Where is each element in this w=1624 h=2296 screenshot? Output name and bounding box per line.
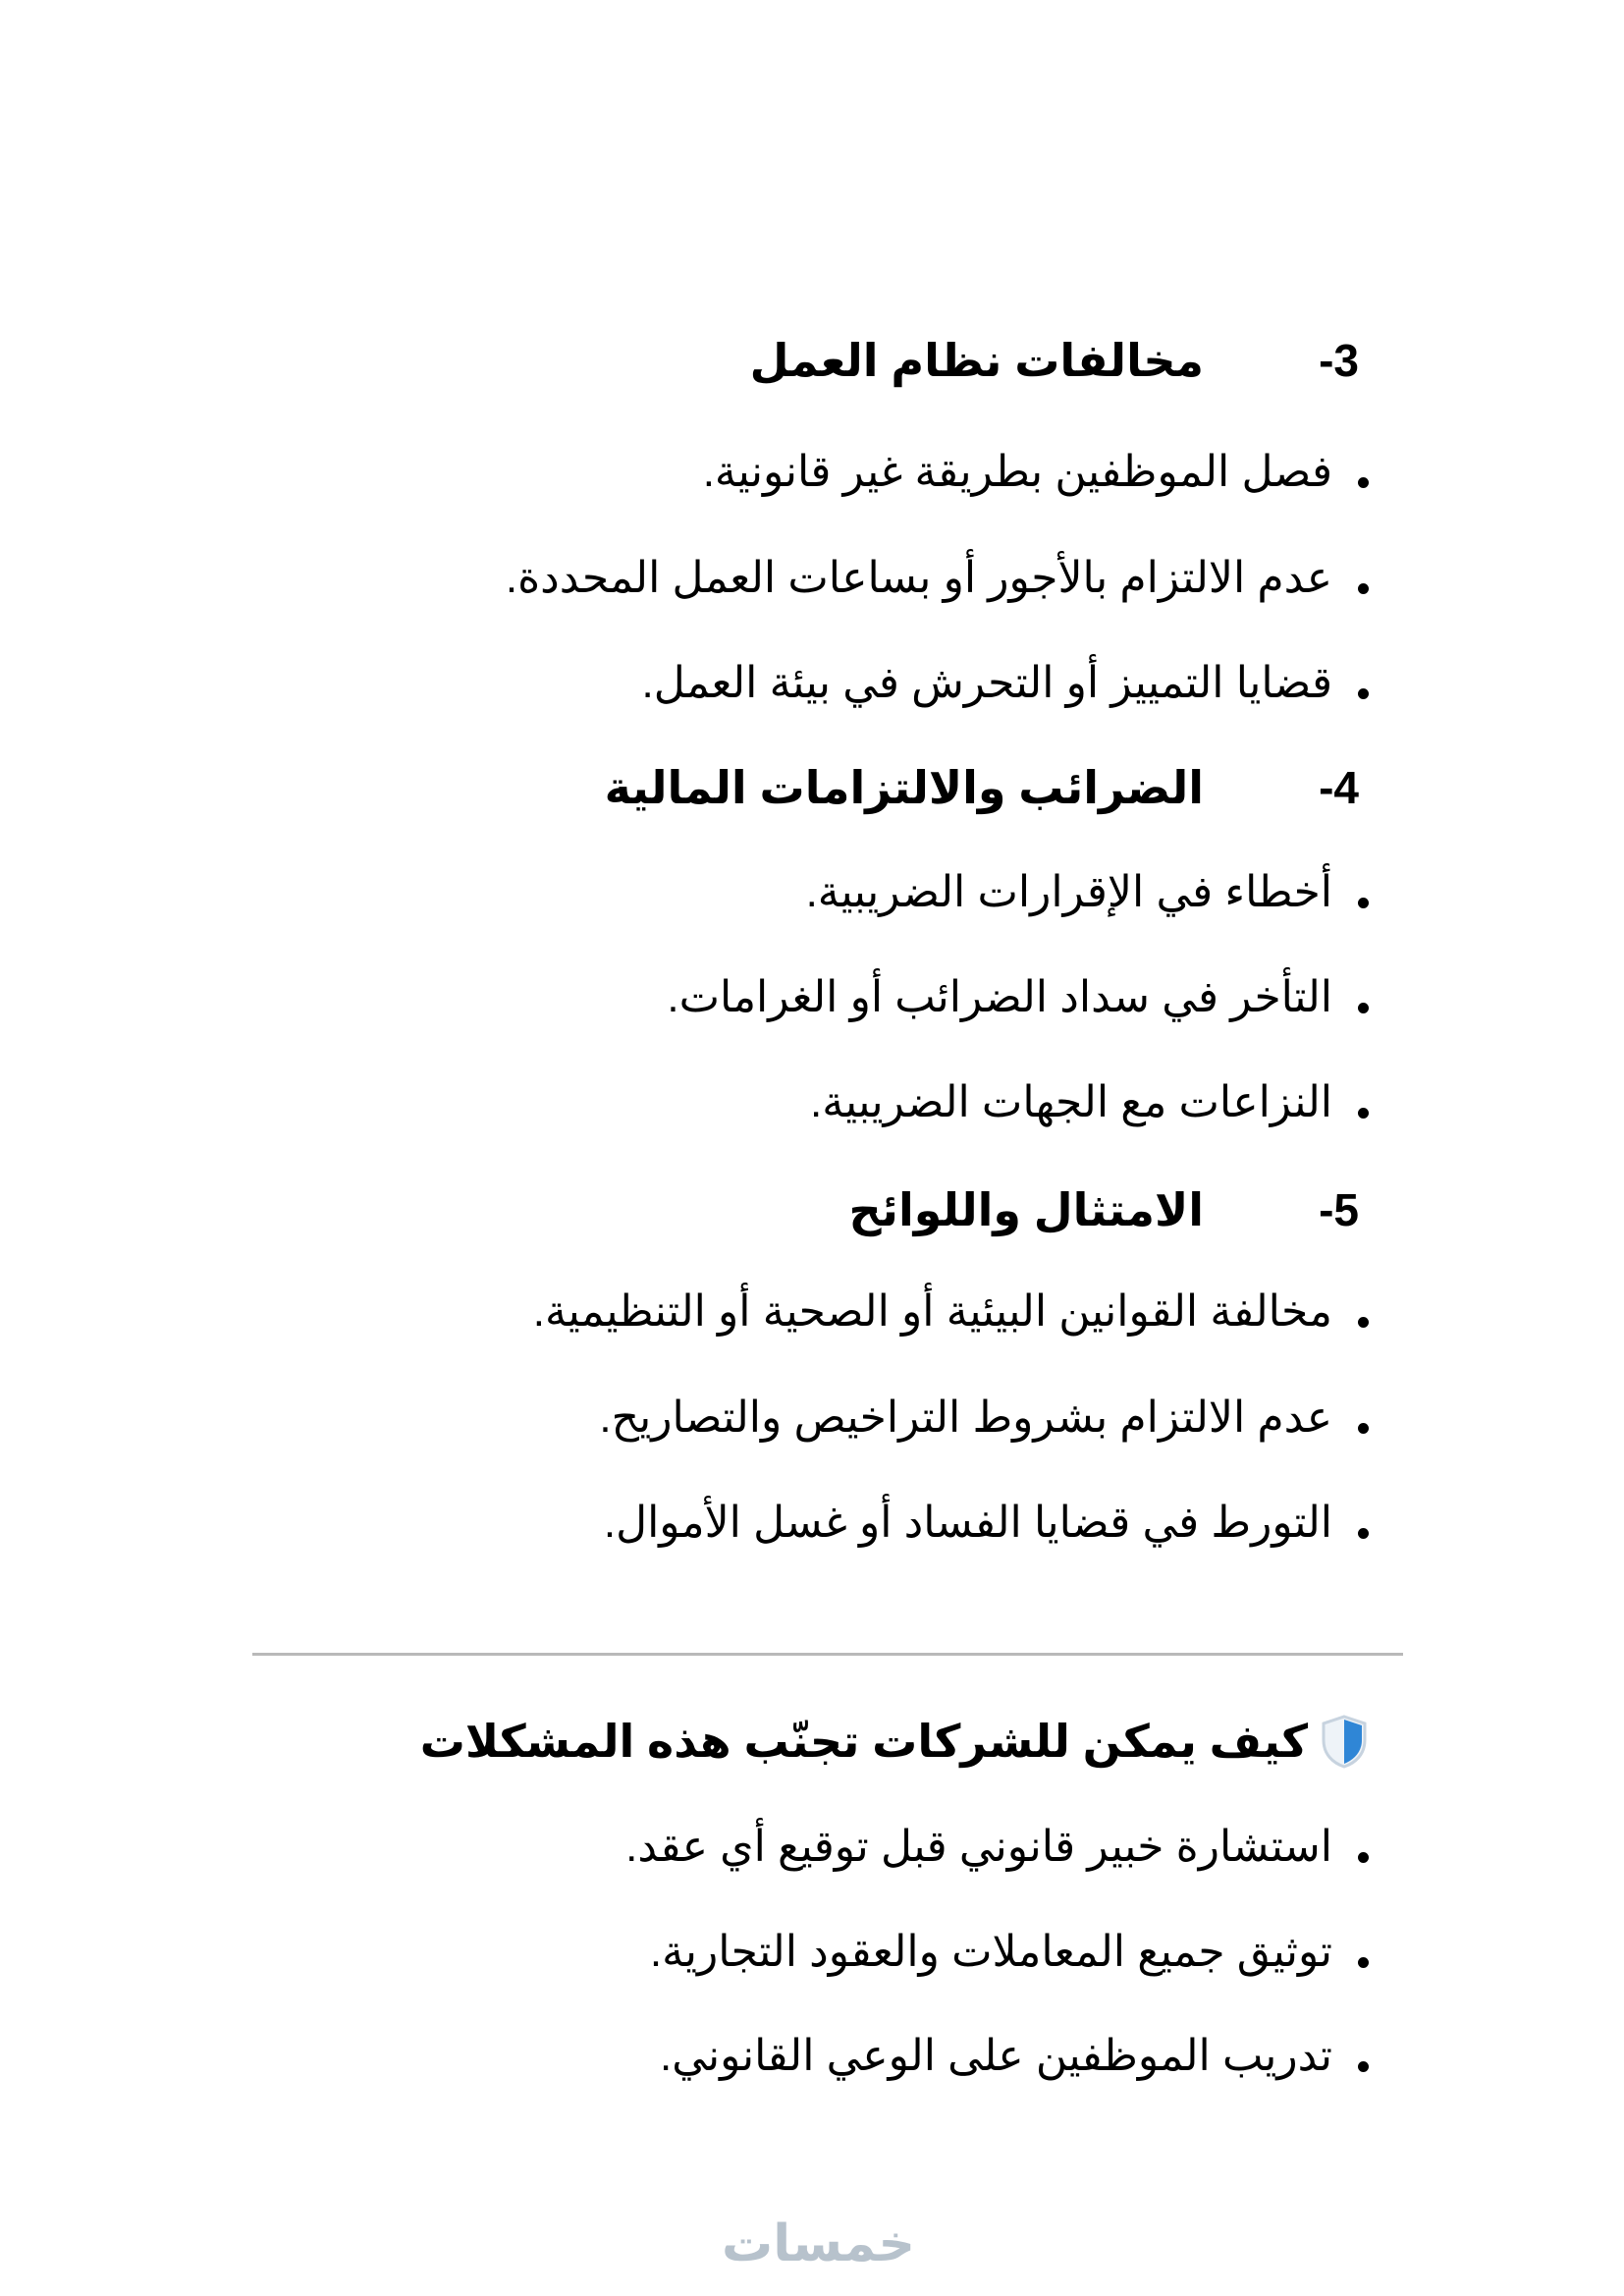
bullet-icon xyxy=(1358,477,1369,488)
bullet-icon xyxy=(1358,1108,1369,1119)
list-item-text: أخطاء في الإقرارات الضريبية. xyxy=(805,868,1332,916)
bullet-icon xyxy=(1358,688,1369,699)
avoid-title: كيف يمكن للشركات تجنّب هذه المشكلات xyxy=(419,1716,1308,1767)
list-item-text: استشارة خبير قانوني قبل توقيع أي عقد. xyxy=(625,1823,1332,1871)
list-item xyxy=(506,553,1369,603)
bullet-icon xyxy=(1358,583,1369,594)
bullet-icon xyxy=(1358,2061,1369,2072)
watermark-logo: خمسات xyxy=(722,2215,916,2272)
shield-icon xyxy=(1320,1714,1369,1769)
section-title: الضرائب والالتزامات المالية xyxy=(604,762,1204,813)
bullet-icon xyxy=(1358,1003,1369,1013)
section-number: -3 xyxy=(1319,335,1359,386)
list-item xyxy=(599,1393,1369,1443)
section-title: الامتثال واللوائح xyxy=(848,1184,1204,1235)
section-divider xyxy=(252,1653,1403,1656)
list-item-text: عدم الالتزام بالأجور أو بساعات العمل المحددة. xyxy=(505,554,1332,602)
list-item xyxy=(810,1077,1369,1127)
list-item-text: قضايا التمييز أو التحرش في بيئة العمل. xyxy=(641,659,1332,707)
list-item-text: النزاعات مع الجهات الضريبية. xyxy=(810,1078,1332,1126)
list-item-text: فصل الموظفين بطريقة غير قانونية. xyxy=(702,448,1332,496)
avoid-heading xyxy=(420,1714,1369,1769)
list-item xyxy=(703,447,1369,497)
section-heading-5 xyxy=(849,1183,1359,1236)
bullet-icon xyxy=(1358,1852,1369,1863)
list-item-text: توثيق جميع المعاملات والعقود التجارية. xyxy=(649,1928,1332,1976)
section-title: مخالفات نظام العمل xyxy=(749,335,1204,386)
list-item-text: تدريب الموظفين على الوعي القانوني. xyxy=(660,2032,1332,2080)
bullet-icon xyxy=(1358,1528,1369,1539)
section-number: -5 xyxy=(1319,1184,1359,1235)
list-item xyxy=(806,867,1369,917)
list-item-text: عدم الالتزام بشروط التراخيص والتصاريح. xyxy=(599,1394,1332,1442)
section-heading-4 xyxy=(605,761,1359,814)
list-item xyxy=(650,1927,1369,1977)
bullet-icon xyxy=(1358,898,1369,908)
list-item xyxy=(604,1498,1369,1548)
bullet-icon xyxy=(1358,1317,1369,1328)
list-item xyxy=(642,658,1369,708)
bullet-icon xyxy=(1358,1957,1369,1968)
list-item xyxy=(667,972,1369,1022)
list-item xyxy=(625,1822,1369,1872)
section-heading-3 xyxy=(750,334,1359,387)
list-item xyxy=(660,2031,1369,2081)
list-item-text: التأخر في سداد الضرائب أو الغرامات. xyxy=(667,973,1332,1021)
list-item xyxy=(533,1286,1369,1337)
list-item-text: مخالفة القوانين البيئية أو الصحية أو التنظيمية. xyxy=(532,1287,1332,1336)
list-item-text: التورط في قضايا الفساد أو غسل الأموال. xyxy=(603,1499,1332,1547)
bullet-icon xyxy=(1358,1423,1369,1434)
section-number: -4 xyxy=(1319,762,1359,813)
